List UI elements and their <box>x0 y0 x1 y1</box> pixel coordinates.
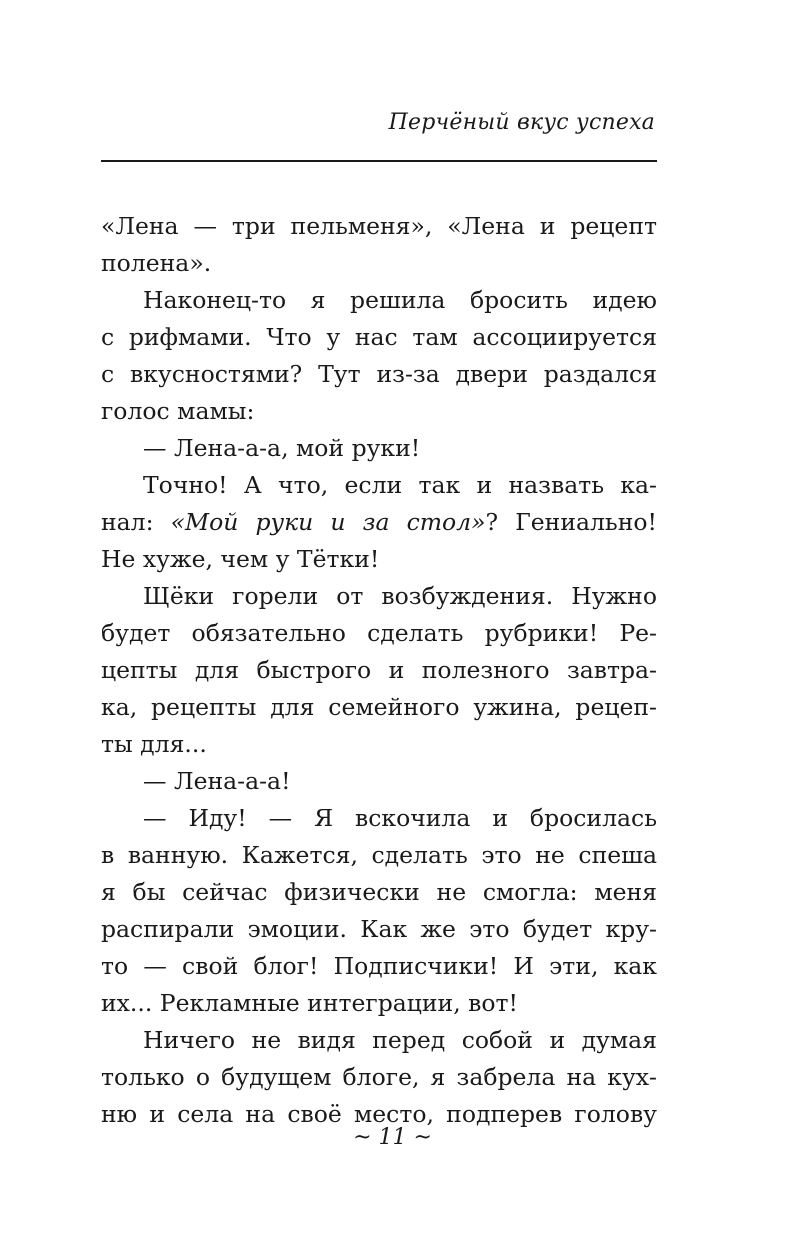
page-number: ~ 11 ~ <box>353 1125 432 1150</box>
text-line: Точно! А что, если так и назвать ка- <box>143 471 657 499</box>
text-line: в ванную. Кажется, сделать это не спеша <box>101 841 657 869</box>
text-line: Не хуже, чем у Тётки! <box>101 545 380 573</box>
text-line: только о будущем блоге, я забрела на кух- <box>101 1063 657 1091</box>
text-line: их... Рекламные интеграции, вот! <box>101 989 518 1017</box>
text-line: ка, рецепты для семейного ужина, рецеп- <box>101 693 657 721</box>
text-line: — Лена-а-а, мой руки! <box>143 434 421 462</box>
text-line: — Лена-а-а! <box>143 767 291 795</box>
text-line: ню и села на своё место, подперев голову <box>101 1100 657 1128</box>
text-line: распирали эмоции. Как же это будет кру- <box>101 915 657 943</box>
text-line: цепты для быстрого и полезного завтра- <box>101 656 657 684</box>
text-segment: нал: <box>101 508 171 536</box>
text-line: с вкусностями? Тут из-за двери раздался <box>101 360 657 388</box>
text-line: голос мамы: <box>101 397 255 425</box>
text-line-with-italic <box>101 504 657 541</box>
italic-channel-name: «Мой руки и за стол» <box>170 508 486 536</box>
text-line: с рифмами. Что у нас там ассоциируется <box>101 323 657 351</box>
header-divider <box>101 160 657 162</box>
text-segment: ? Гениально! <box>485 508 657 536</box>
text-line: Ничего не видя перед собой и думая <box>143 1026 657 1054</box>
text-line: ты для... <box>101 730 207 758</box>
body-text <box>101 208 657 1133</box>
text-line: то — свой блог! Подписчики! И эти, как <box>101 952 657 980</box>
text-line: «Лена — три пельменя», «Лена и рецепт <box>101 212 657 240</box>
text-line: — Иду! — Я вскочила и бросилась <box>143 804 657 832</box>
text-line: полена». <box>101 249 212 277</box>
text-line: я бы сейчас физически не смогла: меня <box>101 878 657 906</box>
text-line: Наконец-то я решила бросить идею <box>143 286 657 314</box>
running-header-title: Перчёный вкус успеха <box>388 110 655 135</box>
text-line: будет обязательно сделать рубрики! Ре- <box>101 619 657 647</box>
text-line: Щёки горели от возбуждения. Нужно <box>143 582 657 610</box>
